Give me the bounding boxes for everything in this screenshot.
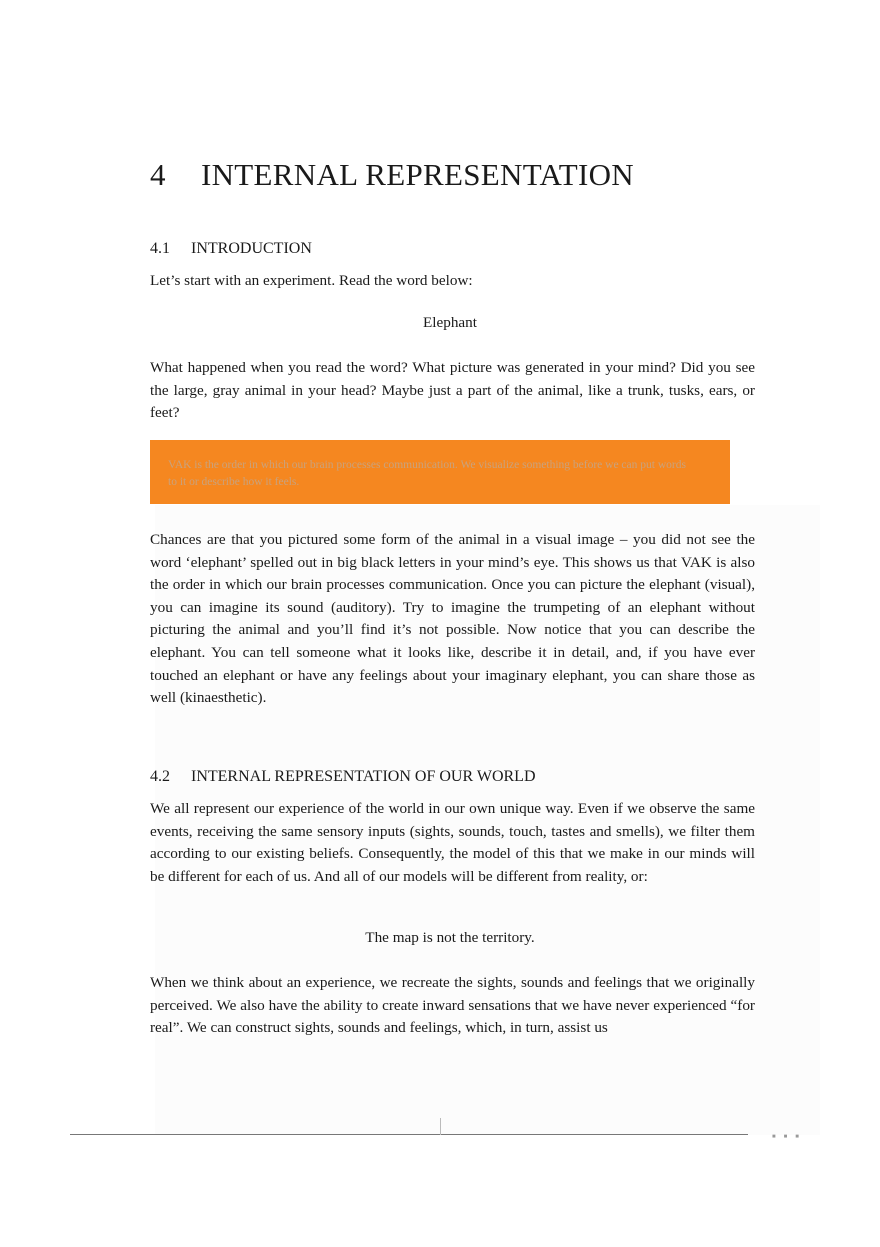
callout-text: VAK is the order in which our brain processes communication. We visualize something before we can put words to it or describe how it feels. — [168, 459, 686, 488]
paragraph: What happened when you read the word? What picture was generated in your mind? Did you see the large, gray animal in your head? Maybe just a part of the animal, like a trunk, tusks, ears, or feet? — [150, 359, 755, 422]
section-number: 4.2 — [150, 768, 170, 785]
section-heading-4-2 — [150, 768, 536, 786]
section-number: 4.1 — [150, 240, 170, 257]
section-title: INTRODUCTION — [191, 240, 312, 257]
paragraph: Chances are that you pictured some form of the animal in a visual image – you did not see the word ‘elephant’ spelled out in big black letters in your mind’s eye. This shows us that VAK is also the order in which our brain processes communication. Once you can picture the elephant (visual), you can imagine its sound (auditory). Try to imagine the trumpeting of an elephant without picturing the animal and you’ll find it’s not possible. Now notice that you can describe the elephant. You can tell someone what it looks like, describe it in detail, and, if you have ever touched an elephant or have any feelings about your imaginary elephant, you can share those as well (kinaesthetic). — [150, 531, 755, 707]
section-title: INTERNAL REPRESENTATION OF OUR WORLD — [191, 768, 536, 785]
chapter-heading — [150, 157, 634, 193]
footer-dots: ■■■ — [772, 1134, 807, 1140]
callout-box — [150, 440, 730, 504]
paragraph: When we think about an experience, we recreate the sights, sounds and feelings that we originally perceived. We also have the ability to create inward sensations that we have never experienced “for real”. We can construct sights, sounds and feelings, which, in turn, assist us — [150, 974, 755, 1037]
chapter-number: 4 — [150, 157, 166, 192]
paragraph: We all represent our experience of the world in our own unique way. Even if we observe the same events, receiving the same sensory inputs (sights, sounds, touch, tastes and smells), we filter them according to our existing beliefs. Consequently, the model of this that we make in our minds will be different for each of us. And all of our models will be different from reality, or: — [150, 800, 755, 885]
footer-rule — [70, 1134, 748, 1135]
section-heading-4-1 — [150, 240, 312, 258]
intro-paragraph: Let’s start with an experiment. Read the word below: — [150, 272, 473, 289]
centered-word: Elephant — [423, 314, 477, 331]
centered-quote: The map is not the territory. — [365, 929, 535, 946]
footer-divider — [440, 1118, 441, 1135]
chapter-title: INTERNAL REPRESENTATION — [201, 157, 634, 192]
